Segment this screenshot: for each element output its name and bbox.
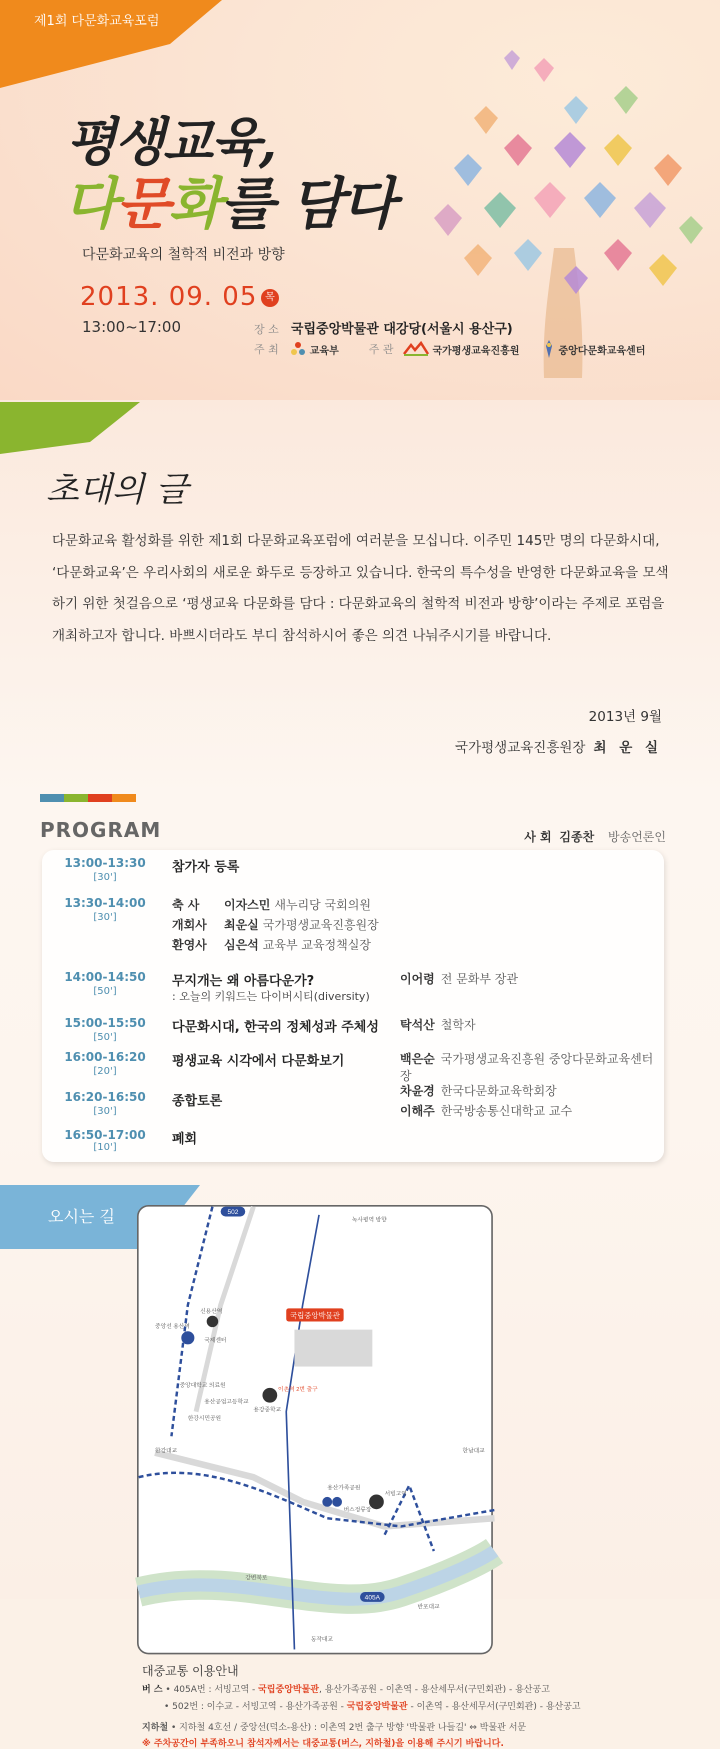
row-speaker xyxy=(400,1016,476,1033)
host-role: 방송언론인 xyxy=(608,830,666,844)
moe-logo xyxy=(289,340,339,358)
invitation-body: 다문화교육 활성화를 위한 제1회 다문화교육포럼에 여러분을 모십니다. 이주민 145만 명의 다문화시대, ‘다문화교육’은 우리사회의 새로운 화두로 등장하고 있습니다. 한국의 특수성을 반영한 다문화교육을 모색하기 위한 첫걸음으로 ‘평생교육 다문화를 담다 : 다문화교육의 철학적 비전과 방향’이라는 주제로 포럼을 개최하고자 합니다. 바쁘시더라도 부디 참석하시어 좋은 의견 나눠주시기를 바랍니다. xyxy=(52,533,669,644)
bus-502-route-post: - 이촌역 - 용산세무서(구민회관) - 용산공고 xyxy=(407,1702,581,1713)
signer-title: 국가평생교육진흥원장 xyxy=(455,740,586,756)
invitation-date: 2013년 9월 xyxy=(588,709,662,725)
title-char-1: 다 xyxy=(64,171,117,237)
directions-title: 오시는 길 xyxy=(48,1207,115,1226)
location-map xyxy=(137,1205,493,1654)
speech-label: 개회사 xyxy=(172,918,207,932)
partner-org: 중앙다문화교육센터 xyxy=(558,345,646,357)
row-title: 폐회 xyxy=(172,1132,198,1147)
map-label: 이촌역 2번 출구 xyxy=(278,1387,318,1394)
invitation-signature xyxy=(455,736,662,756)
host-label: 주 최 xyxy=(254,343,279,356)
speech-role: 국가평생교육진흥원장 xyxy=(262,918,379,932)
forum-tag-label: 제1회 다문화교육포럼 xyxy=(34,14,160,29)
row-speaker xyxy=(400,1082,557,1099)
speaker-name: 차윤경 xyxy=(400,1084,435,1098)
greeting-speech xyxy=(172,936,371,953)
host-org: 교육부 xyxy=(309,345,339,357)
speaker-role: 전 문화부 장관 xyxy=(440,972,518,986)
map-label: 한강시민공원 xyxy=(187,1415,222,1422)
map-label: 중앙대학교 의료원 xyxy=(179,1383,226,1390)
subway-label: 지하철 xyxy=(142,1723,169,1734)
map-label: 한남대교 xyxy=(462,1448,485,1455)
nile-icon xyxy=(403,342,429,356)
map-label: 중앙선 용산역 xyxy=(155,1324,190,1330)
row-duration: [50'] xyxy=(93,986,117,997)
signer-name: 최 운 실 xyxy=(593,740,662,756)
speaker-role: 국가평생교육진흥원 중앙다문화교육센터장 xyxy=(400,1052,654,1083)
nile-logo xyxy=(403,342,519,357)
bus-405a-route-post: , 용산가족공원 - 이촌역 - 용산세무서(구민회관) - 용산공고 xyxy=(318,1685,550,1696)
row-time: 16:50-17:00 xyxy=(64,1128,146,1142)
host-name: 김종찬 xyxy=(559,830,595,844)
event-time: 13:00~17:00 xyxy=(82,318,182,336)
speech-name: 최운실 xyxy=(224,918,259,932)
hero-subtitle: 다문화교육의 철학적 비전과 방향 xyxy=(82,247,285,263)
speaker-name: 이어령 xyxy=(400,972,435,986)
map-label: 용산가족공원 xyxy=(327,1485,361,1492)
row-time: 16:00-16:20 xyxy=(64,1050,146,1064)
row-time: 15:00-15:50 xyxy=(64,1016,146,1030)
map-label: 강변북로 xyxy=(245,1575,268,1582)
row-title: 종합토론 xyxy=(172,1094,223,1109)
row-note: : 오늘의 키워드는 다이버시티(diversity) xyxy=(172,990,370,1003)
map-drawing xyxy=(139,1207,495,1656)
row-title: 다문화시대, 한국의 정체성과 주체성 xyxy=(172,1020,379,1035)
subway-info xyxy=(142,1720,526,1733)
speaker-role: 철학자 xyxy=(440,1018,476,1032)
speech-role: 새누리당 국회의원 xyxy=(274,898,371,912)
moe-icon xyxy=(289,340,307,358)
row-duration: [10'] xyxy=(93,1142,117,1153)
title-char-2: 문 xyxy=(116,171,169,237)
row-title: 참가자 등록 xyxy=(172,860,240,875)
map-label: 반포대교 xyxy=(417,1604,440,1611)
row-time: 14:00-14:50 xyxy=(64,970,146,984)
speaker-name: 백은순 xyxy=(400,1052,435,1066)
bus-405a-route-highlight: 국립중앙박물관 xyxy=(258,1685,319,1696)
host-label: 사 회 xyxy=(524,830,552,844)
speaker-name: 이해주 xyxy=(400,1104,435,1118)
row-time: 16:20-16:50 xyxy=(64,1090,146,1104)
green-accent-bar xyxy=(0,402,140,454)
organizers-row xyxy=(254,340,645,358)
opening-speech xyxy=(172,916,379,933)
row-time: 13:30-14:00 xyxy=(64,896,146,910)
program-title: PROGRAM xyxy=(40,818,162,842)
speech-name: 심은석 xyxy=(224,938,259,952)
welcome-speech xyxy=(172,896,371,913)
bus-label: 버 스 xyxy=(142,1685,163,1696)
parking-warning: ※ 주차공간이 부족하오니 참석자께서는 대중교통(버스, 지하철)을 이용해 주시기 바랍니다. xyxy=(142,1739,504,1749)
map-label: 용산공업고등학교 xyxy=(204,1399,249,1406)
speaker-role: 한국방송통신대학교 교수 xyxy=(440,1104,573,1118)
speaker-name: 탁석산 xyxy=(400,1018,435,1032)
map-label: 버스정류장 xyxy=(343,1507,372,1514)
partner-logo xyxy=(543,340,645,358)
map-label: 동작대교 xyxy=(310,1637,334,1644)
bus-405a-label: 405A xyxy=(364,1594,380,1602)
row-duration: [30'] xyxy=(93,1106,117,1117)
program-stripes xyxy=(40,794,136,802)
event-date xyxy=(80,282,279,312)
speech-label: 축 사 xyxy=(172,898,200,912)
program-host xyxy=(524,828,666,845)
row-speaker xyxy=(400,970,518,987)
row-time: 13:00-13:30 xyxy=(64,856,146,870)
museum-building xyxy=(294,1330,372,1367)
row-duration: [50'] xyxy=(93,1032,117,1043)
row-duration: [20'] xyxy=(93,1066,117,1077)
row-duration: [30'] xyxy=(93,912,117,923)
organizer-org: 국가평생교육진흥원 xyxy=(432,345,520,357)
speech-label: 환영사 xyxy=(172,938,207,952)
venue-row xyxy=(254,318,513,337)
map-label: 서빙고역 xyxy=(384,1491,407,1498)
museum-label: 국립중앙박물관 xyxy=(290,1311,340,1321)
title-char-4: 를 담다 xyxy=(220,171,395,237)
speech-role: 교육부 교육정책실장 xyxy=(262,938,371,952)
hero-title-line1: 평생교육, xyxy=(66,112,276,173)
speech-name: 이자스민 xyxy=(224,898,271,912)
row-title: 평생교육 시각에서 다문화보기 xyxy=(172,1054,345,1069)
venue-label: 장 소 xyxy=(254,323,279,336)
hero-banner xyxy=(0,0,720,400)
event-date-value: 2013. 09. 05 xyxy=(80,282,258,312)
bus-502-route-pre: • 502번 : 이수교 - 서빙고역 - 용산가족공원 - xyxy=(164,1702,347,1713)
bus-502-label: 502 xyxy=(227,1209,239,1217)
row-speaker-2 xyxy=(400,1102,572,1119)
organizer-label: 주 관 xyxy=(368,343,394,356)
transit-title: 대중교통 이용안내 xyxy=(142,1664,239,1679)
invitation-title: 초대의 글 xyxy=(46,470,189,510)
map-label: 용강중학교 xyxy=(253,1407,282,1414)
subway-route: • 지하철 4호선 / 중앙선(덕소-용산) : 이촌역 2번 출구 방향 '박물관 나들길' ⇔ 박물관 서문 xyxy=(170,1723,527,1734)
forum-tag xyxy=(0,0,222,88)
map-label: 신용산역 xyxy=(200,1309,223,1316)
bus-405a-route-pre: • 405A번 : 서빙고역 - xyxy=(165,1685,259,1696)
speaker-role: 한국다문화교육학회장 xyxy=(440,1084,557,1098)
hero-title-line2 xyxy=(64,160,394,240)
program-table xyxy=(42,850,664,1162)
map-label: 녹사평역 방향 xyxy=(351,1217,387,1224)
row-duration: [30'] xyxy=(93,872,117,883)
event-day-badge: 목 xyxy=(261,289,279,307)
map-label: 국제센터 xyxy=(204,1337,227,1344)
venue-name: 국립중앙박물관 대강당(서울시 용산구) xyxy=(290,322,513,337)
bus-info xyxy=(142,1682,581,1716)
row-speaker xyxy=(400,1050,664,1084)
title-char-3: 화 xyxy=(168,171,221,237)
map-label: 한강대교 xyxy=(155,1448,178,1455)
bus-502-route-highlight: 국립중앙박물관 xyxy=(346,1702,408,1713)
row-title: 무지개는 왜 아름다운가? xyxy=(172,974,315,989)
partner-icon xyxy=(543,340,555,358)
